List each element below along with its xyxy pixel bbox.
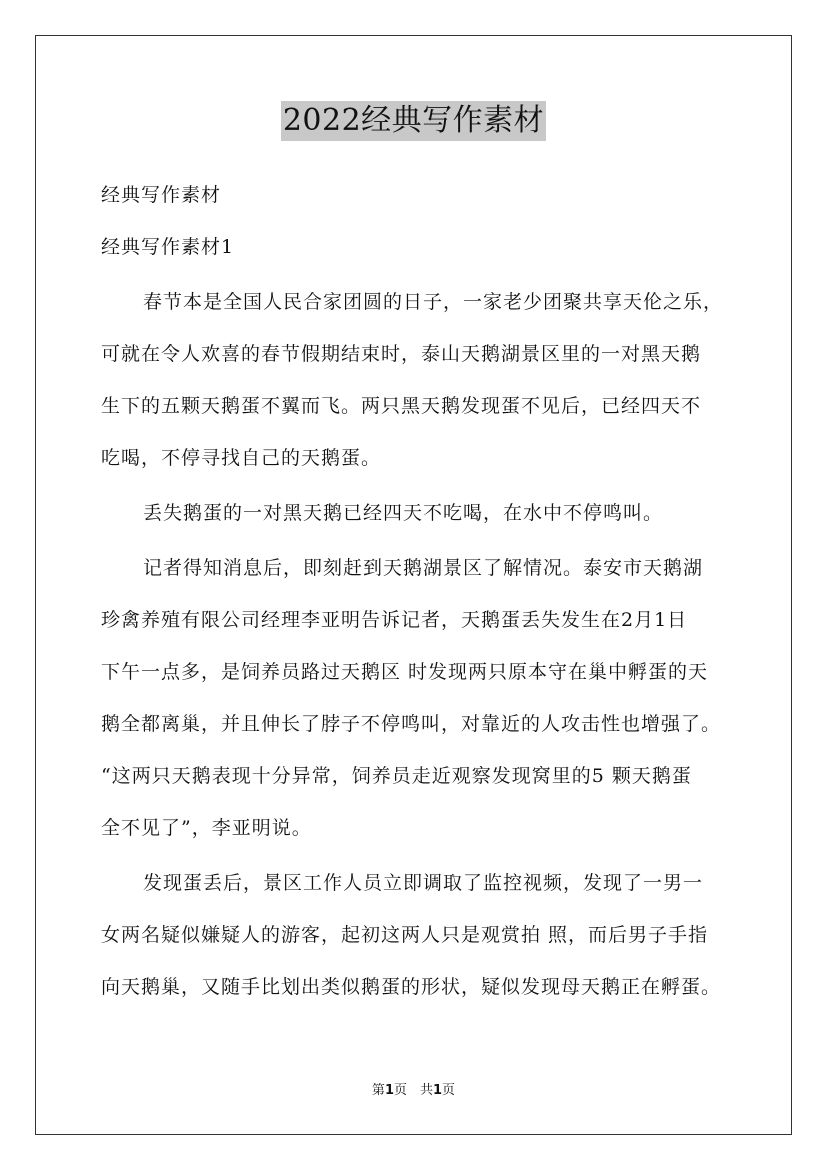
page-prefix: 第: [371, 1083, 385, 1098]
page-footer: [0, 1082, 827, 1100]
page-current: 1: [384, 1083, 394, 1098]
page-suffix: 页: [442, 1083, 456, 1098]
paragraph-line: 全不见了”，李亚明说。: [101, 817, 312, 839]
paragraph-1: [101, 285, 731, 475]
document-title: 2022经典写作素材: [281, 101, 546, 141]
paragraph-line: 发现蛋丢后，景区工作人员立即调取了监控视频，发现了一男一: [143, 872, 704, 894]
paragraph-line: “这两只天鹅表现十分异常，饲养员走近观察发现窝里的5 颗天鹅蛋: [101, 765, 692, 787]
page-mid: 页 共: [393, 1083, 433, 1098]
subtitle: 经典写作素材: [101, 184, 222, 206]
document-body: [101, 178, 731, 1004]
paragraph-line: 珍禽养殖有限公司经理李亚明告诉记者，天鹅蛋丢失发生在2月1日: [101, 609, 688, 631]
paragraph-line: 丢失鹅蛋的一对黑天鹅已经四天不吃喝，在水中不停鸣叫。: [143, 502, 664, 524]
paragraph-line: 生下的五颗天鹅蛋不翼而飞。两只黑天鹅发现蛋不见后，已经四天不: [101, 395, 702, 417]
paragraph-line: 女两名疑似嫌疑人的游客，起初这两人只是观赏拍 照，而后男子手指: [101, 924, 709, 946]
section-heading: 经典写作素材1: [101, 236, 235, 258]
paragraph-line: 下午一点多，是饲养员路过天鹅区 时发现两只原本守在巢中孵蛋的天: [101, 661, 709, 683]
paragraph-2: [101, 496, 731, 530]
paragraph-4: [101, 866, 731, 1004]
paragraph-line: 鹅全都离巢，并且伸长了脖子不停鸣叫，对靠近的人攻击性也增强了。: [101, 713, 722, 735]
paragraph-line: 吃喝，不停寻找自己的天鹅蛋。: [101, 447, 382, 469]
paragraph-line: 可就在令人欢喜的春节假期结束时，泰山天鹅湖景区里的一对黑天鹅: [101, 343, 702, 365]
paragraph-line: 记者得知消息后，即刻赶到天鹅湖景区了解情况。泰安市天鹅湖: [143, 557, 704, 579]
title-wrap: [0, 101, 827, 141]
paragraph-line: 春节本是全国人民合家团圆的日子，一家老少团聚共享天伦之乐，: [143, 291, 724, 313]
paragraph-line: 向天鹅巢，又随手比划出类似鹅蛋的形状，疑似发现母天鹅正在孵蛋。: [101, 976, 722, 998]
paragraph-3: [101, 551, 731, 845]
page-total: 1: [433, 1083, 443, 1098]
